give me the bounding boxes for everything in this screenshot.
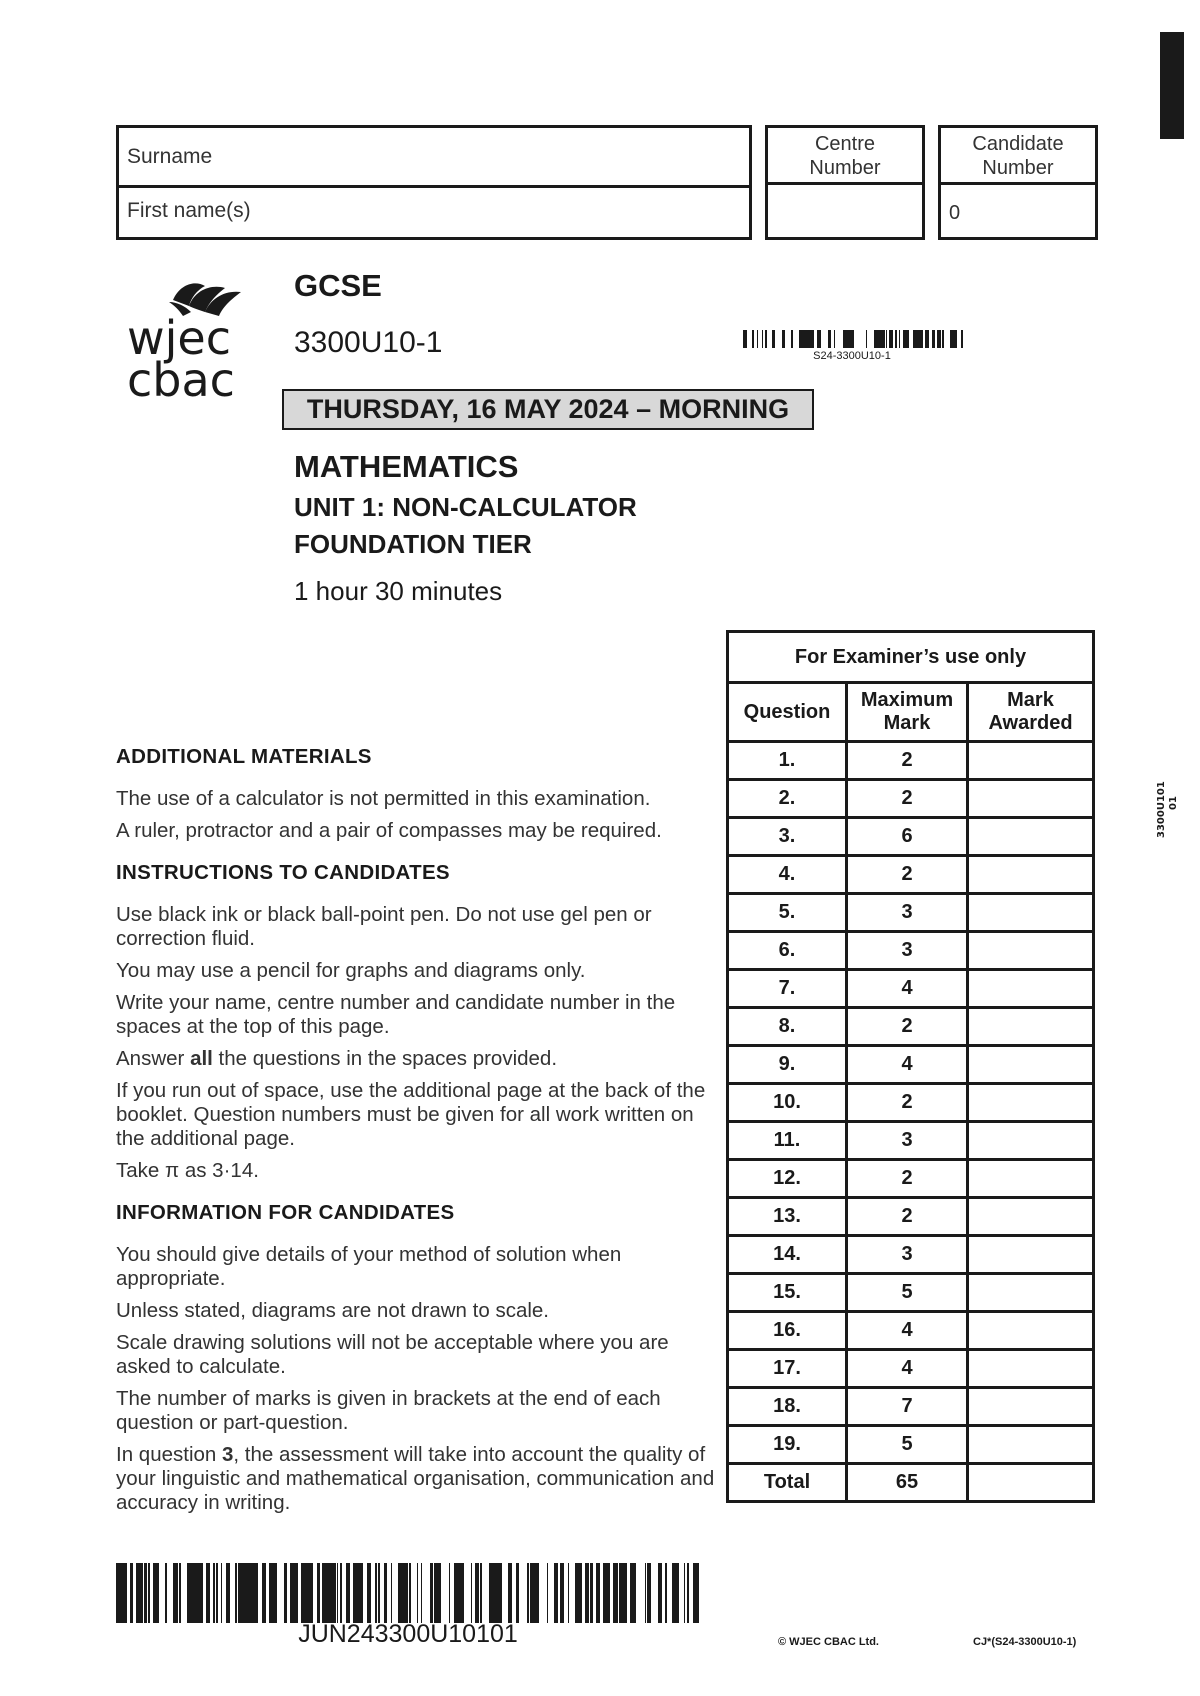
instruction-4-part-a: Answer — [116, 1047, 191, 1070]
logo-text-wjec: wjec — [127, 311, 231, 365]
mark-awarded-cell[interactable] — [968, 1198, 1094, 1236]
question-number: 16. — [728, 1312, 847, 1350]
table-row — [728, 894, 1094, 932]
mark-awarded-cell[interactable] — [968, 856, 1094, 894]
mark-awarded-cell[interactable] — [968, 742, 1094, 780]
maximum-mark: 2 — [847, 1084, 968, 1122]
maximum-mark: 5 — [847, 1426, 968, 1464]
additional-materials-section — [116, 745, 716, 1523]
table-row — [728, 1198, 1094, 1236]
instruction-4 — [116, 1047, 716, 1071]
centre-label-line2: Number — [809, 157, 881, 179]
table-row — [728, 780, 1094, 818]
awarded-line1: Mark — [1007, 689, 1054, 711]
instruction-5: If you run out of space, use the additional page at the back of the booklet. Question numbers must be given for all work written on the additional page. — [116, 1079, 706, 1150]
total-row — [728, 1464, 1094, 1502]
question-number: 12. — [728, 1160, 847, 1198]
question-number: 18. — [728, 1388, 847, 1426]
candidate-label-line2: Number — [982, 157, 1054, 179]
total-maximum-mark: 65 — [847, 1464, 968, 1502]
table-row — [728, 970, 1094, 1008]
column-header-maximum-mark — [847, 683, 968, 742]
table-row — [728, 1008, 1094, 1046]
maximum-mark: 4 — [847, 970, 968, 1008]
first-name-field[interactable] — [119, 185, 749, 237]
mark-awarded-cell[interactable] — [968, 1046, 1094, 1084]
centre-label-line1: Centre — [814, 133, 876, 155]
information-2: Unless stated, diagrams are not drawn to scale. — [116, 1299, 549, 1322]
total-awarded-cell[interactable] — [968, 1464, 1094, 1502]
mark-awarded-cell[interactable] — [968, 1236, 1094, 1274]
table-row — [728, 742, 1094, 780]
mark-awarded-cell[interactable] — [968, 1274, 1094, 1312]
table-row — [728, 1084, 1094, 1122]
table-row — [728, 1236, 1094, 1274]
awarded-line2: Awarded — [988, 712, 1073, 734]
table-row — [728, 1388, 1094, 1426]
qualification-level: GCSE — [294, 268, 382, 303]
small-barcode — [743, 330, 963, 348]
instruction-4-part-c: the questions in the spaces provided. — [212, 1047, 558, 1070]
paper-reference: CJ*(S24-3300U10-1) — [973, 1636, 1077, 1648]
mark-awarded-cell[interactable] — [968, 970, 1094, 1008]
question-number: 14. — [728, 1236, 847, 1274]
candidate-name-box — [116, 125, 752, 240]
exam-date-banner: THURSDAY, 16 MAY 2024 – MORNING — [282, 389, 814, 430]
table-row — [728, 1160, 1094, 1198]
additional-line-2: A ruler, protractor and a pair of compasses may be required. — [116, 819, 662, 842]
max-mark-line2: Mark — [883, 712, 931, 734]
maximum-mark: 2 — [847, 1198, 968, 1236]
maximum-mark: 6 — [847, 818, 968, 856]
maximum-mark: 3 — [847, 932, 968, 970]
instructions-heading: INSTRUCTIONS TO CANDIDATES — [116, 861, 450, 884]
first-name-label: First name(s) — [127, 199, 251, 222]
mark-awarded-cell[interactable] — [968, 1084, 1094, 1122]
maximum-mark: 3 — [847, 894, 968, 932]
information-5-emphasis: 3 — [222, 1443, 234, 1466]
surname-label: Surname — [127, 144, 213, 168]
question-number: 5. — [728, 894, 847, 932]
question-number: 2. — [728, 780, 847, 818]
paper-barcode — [116, 1563, 700, 1623]
question-number: 6. — [728, 932, 847, 970]
side-code-line2: 01 — [1168, 796, 1179, 810]
question-number: 9. — [728, 1046, 847, 1084]
mark-awarded-cell[interactable] — [968, 1350, 1094, 1388]
maximum-mark: 3 — [847, 1236, 968, 1274]
table-row — [728, 856, 1094, 894]
mark-awarded-cell[interactable] — [968, 1312, 1094, 1350]
question-number: 3. — [728, 818, 847, 856]
table-row — [728, 1274, 1094, 1312]
mark-awarded-cell[interactable] — [968, 780, 1094, 818]
question-number: 1. — [728, 742, 847, 780]
mark-awarded-cell[interactable] — [968, 818, 1094, 856]
information-5 — [116, 1443, 716, 1515]
examiner-table-title: For Examiner’s use only — [728, 632, 1094, 683]
candidate-number-label — [941, 128, 1095, 185]
maximum-mark: 4 — [847, 1046, 968, 1084]
information-5-part-c: , the assessment will take into account the quality of your linguistic and mathematical organisation, communication and accuracy in writing. — [116, 1443, 715, 1514]
question-number: 17. — [728, 1350, 847, 1388]
total-label: Total — [728, 1464, 847, 1502]
table-row — [728, 1046, 1094, 1084]
maximum-mark: 2 — [847, 856, 968, 894]
maximum-mark: 2 — [847, 1008, 968, 1046]
instruction-4-emphasis: all — [190, 1047, 213, 1070]
maximum-mark: 7 — [847, 1388, 968, 1426]
logo-text-cbac: cbac — [127, 353, 235, 402]
information-5-part-a: In question — [116, 1443, 222, 1466]
instruction-2: You may use a pencil for graphs and diagrams only. — [116, 959, 586, 982]
question-number: 15. — [728, 1274, 847, 1312]
question-number: 8. — [728, 1008, 847, 1046]
instruction-1: Use black ink or black ball-point pen. Do not use gel pen or correction fluid. — [116, 903, 652, 950]
candidate-number-box — [938, 125, 1098, 240]
leaf-icon — [125, 272, 255, 402]
max-mark-line1: Maximum — [860, 689, 954, 711]
subject-title: MATHEMATICS — [294, 449, 519, 484]
paper-code: 3300U10-1 — [294, 326, 443, 359]
mark-awarded-cell[interactable] — [968, 1426, 1094, 1464]
column-header-mark-awarded — [968, 683, 1094, 742]
instruction-3: Write your name, centre number and candidate number in the spaces at the top of this page. — [116, 991, 676, 1038]
information-4: The number of marks is given in brackets at the end of each question or part-question. — [116, 1387, 661, 1434]
information-3: Scale drawing solutions will not be acceptable where you are asked to calculate. — [116, 1331, 669, 1378]
candidate-label-line1: Candidate — [972, 133, 1064, 155]
examiner-mark-table — [726, 630, 1095, 1503]
mark-awarded-cell[interactable] — [968, 1388, 1094, 1426]
additional-materials-heading: ADDITIONAL MATERIALS — [116, 745, 372, 768]
copyright-notice: © WJEC CBAC Ltd. — [778, 1636, 879, 1648]
maximum-mark: 3 — [847, 1122, 968, 1160]
small-barcode-text: S24-3300U10-1 — [813, 350, 891, 362]
question-number: 11. — [728, 1122, 847, 1160]
mark-awarded-cell[interactable] — [968, 932, 1094, 970]
instruction-6: Take π as 3·14. — [116, 1159, 259, 1182]
maximum-mark: 5 — [847, 1274, 968, 1312]
information-1: You should give details of your method of solution when appropriate. — [116, 1243, 622, 1290]
table-row — [728, 932, 1094, 970]
corner-marker — [1160, 32, 1184, 139]
column-header-question: Question — [728, 683, 847, 742]
maximum-mark: 4 — [847, 1312, 968, 1350]
question-number: 7. — [728, 970, 847, 1008]
table-row — [728, 818, 1094, 856]
side-paper-code — [1150, 780, 1190, 840]
maximum-mark: 2 — [847, 1160, 968, 1198]
mark-awarded-cell[interactable] — [968, 1122, 1094, 1160]
maximum-mark: 2 — [847, 742, 968, 780]
table-row — [728, 1122, 1094, 1160]
question-number: 13. — [728, 1198, 847, 1236]
wjec-cbac-logo — [125, 272, 255, 402]
information-heading: INFORMATION FOR CANDIDATES — [116, 1201, 455, 1224]
mark-awarded-cell[interactable] — [968, 894, 1094, 932]
centre-number-box — [765, 125, 925, 240]
question-number: 10. — [728, 1084, 847, 1122]
side-code-line1: 3300U101 — [1156, 781, 1167, 838]
unit-title: UNIT 1: NON-CALCULATOR — [294, 492, 637, 522]
candidate-number-field[interactable]: 0 — [949, 202, 961, 224]
table-row — [728, 1426, 1094, 1464]
tier-title: FOUNDATION TIER — [294, 529, 532, 559]
question-number: 19. — [728, 1426, 847, 1464]
maximum-mark: 2 — [847, 780, 968, 818]
paper-barcode-text: JUN243300U10101 — [298, 1620, 518, 1648]
surname-field[interactable] — [119, 128, 749, 188]
mark-awarded-cell[interactable] — [968, 1008, 1094, 1046]
maximum-mark: 4 — [847, 1350, 968, 1388]
table-row — [728, 1312, 1094, 1350]
question-number: 4. — [728, 856, 847, 894]
mark-awarded-cell[interactable] — [968, 1160, 1094, 1198]
exam-duration: 1 hour 30 minutes — [294, 576, 503, 606]
centre-number-label — [768, 128, 922, 185]
table-row — [728, 1350, 1094, 1388]
additional-line-1: The use of a calculator is not permitted in this examination. — [116, 787, 651, 810]
